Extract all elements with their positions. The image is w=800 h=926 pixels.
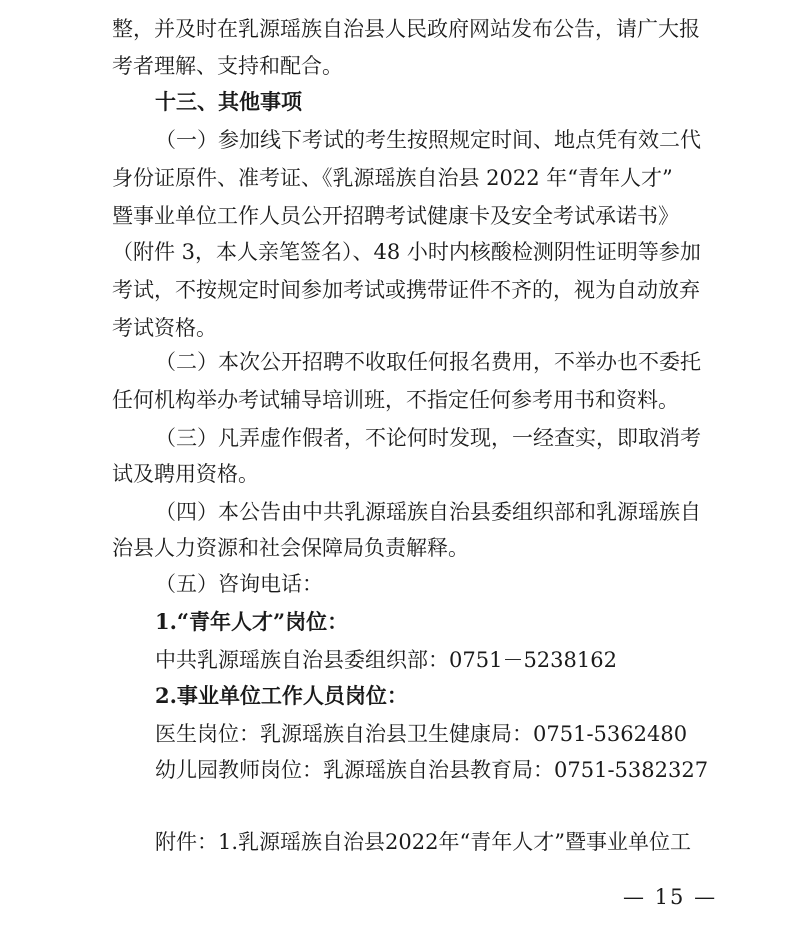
text-line-12: （三）凡弄虚作假者，不论何时发现，一经查实，即取消考 [155,426,701,450]
contact-line-2: 医生岗位：乳源瑶族自治县卫生健康局：0751-5362480 [155,722,688,746]
contact-line-3: 幼儿园教师岗位：乳源瑶族自治县教育局：0751-5382327 [155,758,709,782]
contact-line-1: 中共乳源瑶族自治县委组织部：0751－5238162 [155,648,617,672]
text-line-15: 治县人力资源和社会保障局负责解释。 [112,536,469,560]
text-line-4: （一）参加线下考试的考生按照规定时间、地点凭有效二代 [155,128,701,152]
page-number: — 15 — [623,885,718,909]
text-line-13: 试及聘用资格。 [112,462,259,486]
text-line-2: 考者理解、支持和配合。 [112,54,343,78]
section-heading: 十三、其他事项 [155,89,302,114]
text-line-11: 任何机构举办考试辅导培训班，不指定任何参考用书和资料。 [112,388,679,412]
text-line-9: 考试资格。 [112,316,217,340]
text-line-5: 身份证原件、准考证、《乳源瑶族自治县 2022 年“青年人才” [112,166,673,190]
contact-heading-1: 1.“青年人才”岗位： [155,609,349,634]
contact-heading-2: 2.事业单位工作人员岗位： [155,683,408,708]
text-line-10: （二）本次公开招聘不收取任何报名费用，不举办也不委托 [155,350,701,374]
text-line-1: 整，并及时在乳源瑶族自治县人民政府网站发布公告，请广大报 [112,17,700,41]
text-line-8: 考试，不按规定时间参加考试或携带证件不齐的，视为自动放弃 [112,278,700,302]
text-line-7: （附件 3，本人亲笔签名）、48 小时内核酸检测阴性证明等参加 [112,240,701,264]
text-line-14: （四）本公告由中共乳源瑶族自治县委组织部和乳源瑶族自 [155,500,701,524]
text-line-6: 暨事业单位工作人员公开招聘考试健康卡及安全考试承诺书》 [112,204,679,228]
attachment-line: 附件：1.乳源瑶族自治县2022年“青年人才”暨事业单位工 [155,830,691,854]
text-line-16: （五）咨询电话： [155,572,323,596]
